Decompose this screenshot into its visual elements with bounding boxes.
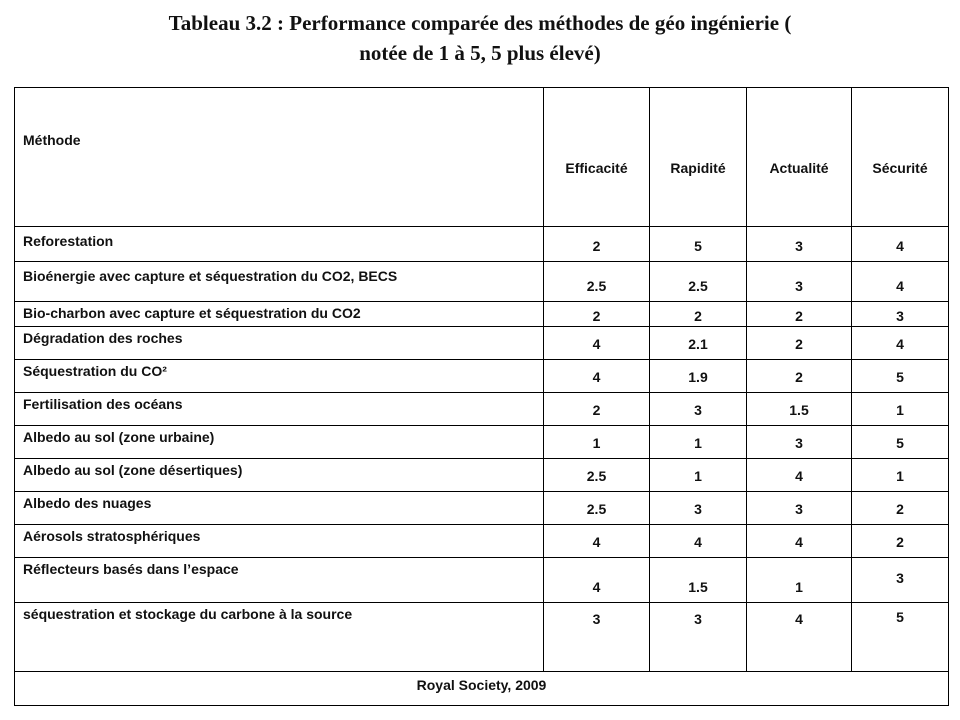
score-cell: 3 (747, 262, 852, 302)
score-cell: 1 (852, 459, 949, 492)
score-cell: 2.5 (544, 492, 650, 525)
score-cell: 3 (544, 603, 650, 672)
table-row (15, 302, 949, 327)
score-cell: 4 (852, 227, 949, 262)
method-cell: séquestration et stockage du carbone à la source (15, 603, 544, 672)
table-row (15, 558, 949, 603)
method-cell: Dégradation des roches (15, 327, 544, 360)
method-cell: Aérosols stratosphériques (15, 525, 544, 558)
score-cell: 1 (544, 426, 650, 459)
score-cell: 3 (747, 492, 852, 525)
score-cell: 2 (747, 327, 852, 360)
table-row (15, 327, 949, 360)
score-cell: 3 (650, 492, 747, 525)
table-row (15, 492, 949, 525)
method-cell: Albedo au sol (zone désertiques) (15, 459, 544, 492)
source-row (15, 672, 949, 706)
score-cell: 1 (747, 558, 852, 603)
table-row (15, 227, 949, 262)
score-cell: 5 (852, 603, 949, 672)
score-cell: 2 (544, 302, 650, 327)
score-cell: 2 (544, 393, 650, 426)
score-cell: 2.5 (650, 262, 747, 302)
score-cell: 5 (852, 360, 949, 393)
method-cell: Fertilisation des océans (15, 393, 544, 426)
score-cell: 1.5 (650, 558, 747, 603)
header-securite: Sécurité (852, 88, 949, 227)
comparison-table (14, 87, 949, 706)
score-cell: 4 (852, 262, 949, 302)
method-cell: Bio-charbon avec capture et séquestration du CO2 (15, 302, 544, 327)
method-cell: Séquestration du CO² (15, 360, 544, 393)
score-cell: 5 (650, 227, 747, 262)
header-rapidite: Rapidité (650, 88, 747, 227)
score-cell: 2.5 (544, 262, 650, 302)
table-row (15, 426, 949, 459)
score-cell: 4 (747, 603, 852, 672)
score-cell: 2 (650, 302, 747, 327)
method-cell: Bioénergie avec capture et séquestration du CO2, BECS (15, 262, 544, 302)
table-row (15, 393, 949, 426)
table-title (0, 8, 960, 68)
method-cell: Réflecteurs basés dans l’espace (15, 558, 544, 603)
score-cell: 3 (852, 558, 949, 603)
score-cell: 2 (747, 360, 852, 393)
score-cell: 1 (852, 393, 949, 426)
score-cell: 4 (544, 525, 650, 558)
table-row (15, 459, 949, 492)
source-cell: Royal Society, 2009 (15, 672, 949, 706)
header-row (15, 88, 949, 227)
score-cell: 4 (852, 327, 949, 360)
table-row (15, 603, 949, 672)
score-cell: 3 (747, 227, 852, 262)
score-cell: 3 (650, 393, 747, 426)
score-cell: 1 (650, 426, 747, 459)
score-cell: 2 (747, 302, 852, 327)
score-cell: 4 (650, 525, 747, 558)
score-cell: 2 (852, 525, 949, 558)
score-cell: 5 (852, 426, 949, 459)
table-row (15, 360, 949, 393)
score-cell: 4 (544, 360, 650, 393)
score-cell: 2 (544, 227, 650, 262)
header-method: Méthode (15, 88, 544, 227)
score-cell: 3 (747, 426, 852, 459)
score-cell: 2.5 (544, 459, 650, 492)
score-cell: 1 (650, 459, 747, 492)
header-actualite: Actualité (747, 88, 852, 227)
score-cell: 3 (852, 302, 949, 327)
score-cell: 4 (747, 525, 852, 558)
score-cell: 2.1 (650, 327, 747, 360)
title-line-1: Tableau 3.2 : Performance comparée des méthodes de géo ingénierie ( (168, 11, 792, 35)
title-line-2: notée de 1 à 5, 5 plus élevé) (359, 41, 601, 65)
score-cell: 4 (544, 558, 650, 603)
method-cell: Albedo au sol (zone urbaine) (15, 426, 544, 459)
score-cell: 4 (544, 327, 650, 360)
table-row (15, 262, 949, 302)
score-cell: 1.5 (747, 393, 852, 426)
score-cell: 3 (650, 603, 747, 672)
score-cell: 2 (852, 492, 949, 525)
score-cell: 4 (747, 459, 852, 492)
method-cell: Reforestation (15, 227, 544, 262)
table-row (15, 525, 949, 558)
score-cell: 1.9 (650, 360, 747, 393)
method-cell: Albedo des nuages (15, 492, 544, 525)
header-efficacite: Efficacité (544, 88, 650, 227)
